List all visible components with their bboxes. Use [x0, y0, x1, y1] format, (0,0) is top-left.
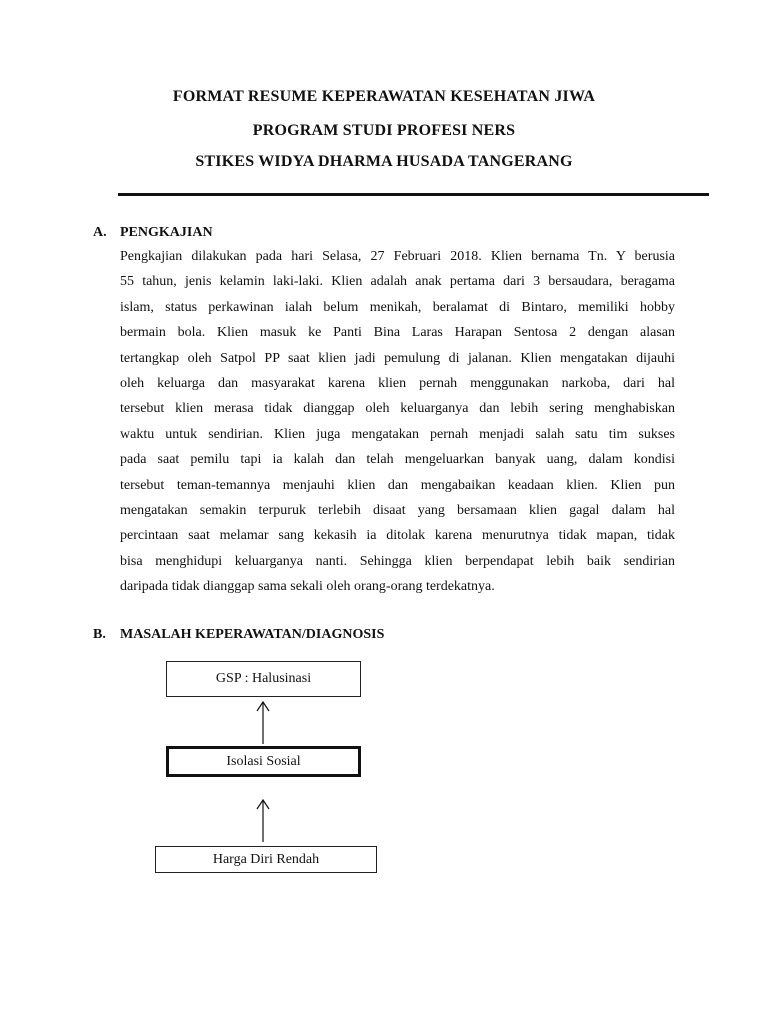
arrow-up-icon [250, 798, 276, 842]
program-title: PROGRAM STUDI PROFESI NERS [252, 122, 516, 139]
paragraph-line: percintaan saat melamar sang kekasih ia ditolak karena menurutnya tidak mapan, tidak [120, 528, 675, 544]
paragraph-line: Pengkajian dilakukan pada hari Selasa, 27 Februari 2018. Klien bernama Tn. Y berusia [120, 249, 675, 264]
paragraph-line: bisa menghidupi keluarganya nanti. Sehingga klien berpendapat lebih baik sendirian [120, 553, 675, 569]
paragraph-line: bermain bola. Klien masuk ke Panti Bina Laras Harapan Sentosa 2 dengan alasan [120, 325, 675, 341]
paragraph-line: tersebut klien merasa tidak dianggap oleh keluarganya dan lebih sering menghabiskan [120, 401, 675, 417]
institution-title: STIKES WIDYA DHARMA HUSADA TANGERANG [195, 153, 573, 170]
diagnosis-label: Harga Diri Rendah [212, 851, 320, 867]
paragraph-line: pada saat pemilu tapi ia kalah dan telah mengeluarkan banyak uang, dalam kondisi [120, 452, 675, 468]
arrow-up-icon [250, 700, 276, 744]
section-b-title: MASALAH KEPERAWATAN/DIAGNOSIS [120, 627, 385, 642]
section-b-heading [93, 627, 493, 645]
section-a-letter: A. [93, 225, 107, 240]
diagnosis-box-cause [155, 846, 377, 873]
assessment-paragraph [120, 244, 675, 599]
paragraph-line: waktu untuk sendirian. Klien juga mengatakan pernah menjadi salah satu tim sukses [120, 426, 675, 442]
paragraph-line: tersebut teman-temannya menjauhi klien dan mengabaikan keadaan klien. Klien pun [120, 477, 675, 493]
paragraph-line: mengatakan semakin terpuruk terlebih disaat yang bersamaan klien gagal dalam hal [120, 502, 675, 518]
paragraph-line: daripada tidak dianggap sama sekali oleh orang-orang terdekatnya. [120, 579, 495, 595]
diagnosis-label: Isolasi Sosial [226, 753, 301, 769]
paragraph-line: tertangkap oleh Satpol PP saat klien jadi pemulung di jalanan. Klien mengatakan dijauhi [120, 350, 675, 366]
section-b-letter: B. [93, 627, 106, 642]
diagnosis-label: GSP : Halusinasi [215, 671, 312, 686]
section-a-heading [93, 225, 393, 243]
diagnosis-box-core-problem [166, 746, 361, 777]
header-divider [118, 193, 709, 196]
paragraph-line: islam, status perkawinan ialah belum menikah, beralamat di Bintaro, memiliki hobby [120, 299, 675, 315]
document-title: FORMAT RESUME KEPERAWATAN KESEHATAN JIWA [172, 88, 596, 105]
section-a-title: PENGKAJIAN [120, 225, 213, 240]
paragraph-line: oleh keluarga dan masyarakat karena klien pernah menggunakan narkoba, dari hal [120, 375, 675, 391]
paragraph-line: 55 tahun, jenis kelamin laki-laki. Klien adalah anak pertama dari 3 bersaudara, beragama [120, 274, 675, 290]
diagnosis-box-gsp [166, 661, 361, 697]
